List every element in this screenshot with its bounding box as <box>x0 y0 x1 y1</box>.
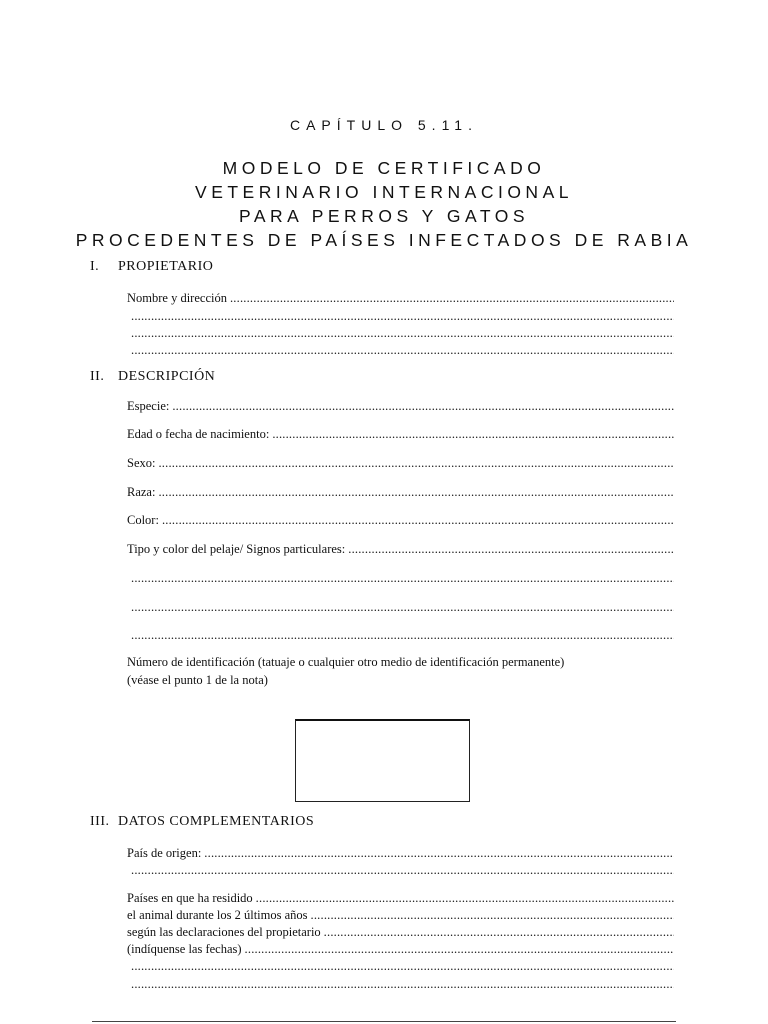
section-title: PROPIETARIO <box>118 259 214 274</box>
field-label: Nombre y dirección <box>127 291 227 305</box>
origin-country-field[interactable] <box>127 845 674 861</box>
field-label: País de origen: <box>127 846 202 860</box>
dotted-line <box>131 308 674 324</box>
dotted-line <box>158 484 674 500</box>
dotted-line <box>131 342 674 358</box>
section-complementary-heading <box>90 814 314 830</box>
field-label: Color: <box>127 513 159 527</box>
dotted-line <box>158 455 674 471</box>
field-label: (indíquense las fechas) <box>127 942 242 956</box>
residence-field-line3[interactable] <box>127 924 674 940</box>
species-field[interactable] <box>127 398 674 414</box>
residence-extra-line[interactable] <box>131 976 674 992</box>
field-label: Tipo y color del pelaje/ Signos particulares: <box>127 542 346 556</box>
color-field[interactable] <box>127 512 674 528</box>
dotted-line <box>230 290 674 306</box>
dotted-line <box>204 845 674 861</box>
coat-extra-line[interactable] <box>131 627 674 643</box>
age-field[interactable] <box>127 426 674 442</box>
dotted-line <box>131 599 674 615</box>
residence-field-line1[interactable] <box>127 890 674 906</box>
dotted-line <box>348 541 674 557</box>
residence-field-line2[interactable] <box>127 907 674 923</box>
identification-reference: (véase el punto 1 de la nota) <box>127 673 268 687</box>
identification-note <box>127 653 564 689</box>
owner-address-line[interactable] <box>131 308 674 324</box>
coat-extra-line[interactable] <box>131 570 674 586</box>
field-label: Edad o fecha de nacimiento: <box>127 427 270 441</box>
dotted-line <box>256 890 674 906</box>
field-label: el animal durante los 2 últimos años <box>127 908 308 922</box>
dotted-line <box>272 426 674 442</box>
dotted-line <box>172 398 674 414</box>
certificate-title <box>0 156 768 252</box>
origin-extra-line[interactable] <box>131 862 674 878</box>
section-owner-heading <box>90 259 213 275</box>
field-label: Países en que ha residido <box>127 891 253 905</box>
dotted-line <box>245 941 674 957</box>
sex-field[interactable] <box>127 455 674 471</box>
dotted-line <box>131 627 674 643</box>
dotted-line <box>131 862 674 878</box>
dotted-line <box>131 325 674 341</box>
page-divider <box>92 1021 676 1022</box>
residence-field-line4[interactable] <box>127 941 674 957</box>
identification-box[interactable] <box>295 719 470 802</box>
dotted-line <box>131 570 674 586</box>
title-line: PARA PERROS Y GATOS <box>238 206 530 226</box>
section-number: II. <box>90 369 105 384</box>
field-label: Especie: <box>127 399 170 413</box>
title-line: PROCEDENTES DE PAÍSES INFECTADOS DE RABIA <box>75 230 693 250</box>
dotted-line <box>311 907 674 923</box>
section-number: III. <box>90 814 110 829</box>
coat-field[interactable] <box>127 541 674 557</box>
dotted-line <box>131 958 674 974</box>
dotted-line <box>162 512 674 528</box>
field-label: Raza: <box>127 485 156 499</box>
section-title: DATOS COMPLEMENTARIOS <box>118 814 315 829</box>
section-description-heading <box>90 369 215 385</box>
dotted-line <box>324 924 674 940</box>
residence-extra-line[interactable] <box>131 958 674 974</box>
field-label: Sexo: <box>127 456 156 470</box>
section-title: DESCRIPCIÓN <box>118 369 216 384</box>
owner-address-line[interactable] <box>131 342 674 358</box>
title-line: MODELO DE CERTIFICADO <box>222 158 546 178</box>
chapter-heading: CAPÍTULO 5.11. <box>289 117 478 133</box>
coat-extra-line[interactable] <box>131 599 674 615</box>
dotted-line <box>131 976 674 992</box>
owner-name-address-field[interactable] <box>127 290 674 306</box>
identification-line: Número de identificación (tatuaje o cualquier otro medio de identificación permanente) <box>127 655 565 669</box>
title-line: VETERINARIO INTERNACIONAL <box>195 182 573 202</box>
owner-address-line[interactable] <box>131 325 674 341</box>
section-number: I. <box>90 259 100 274</box>
breed-field[interactable] <box>127 484 674 500</box>
field-label: según las declaraciones del propietario <box>127 925 321 939</box>
